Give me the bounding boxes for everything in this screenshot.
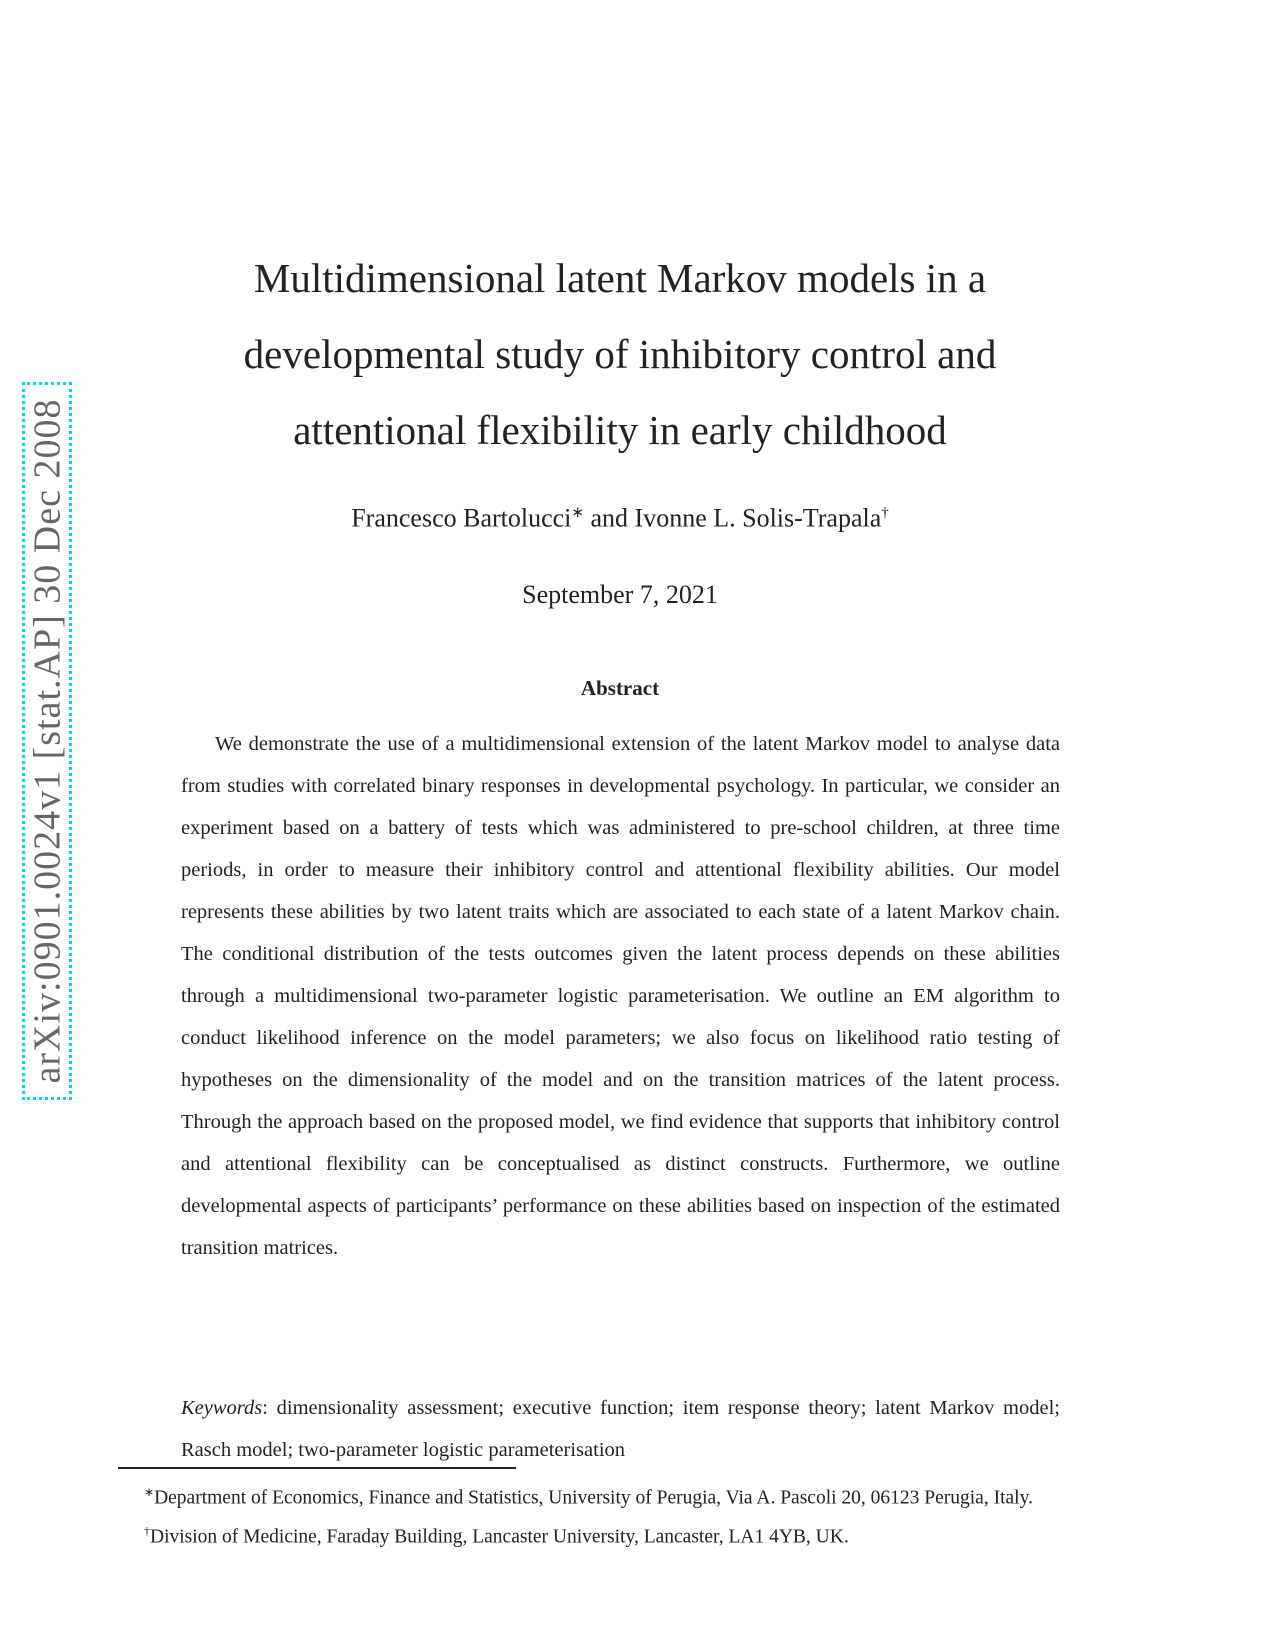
footnote [118, 1515, 1118, 1554]
keywords [181, 1387, 1060, 1471]
footnote [118, 1476, 1118, 1515]
footnote-text: Division of Medicine, Faraday Building, Lancaster University, Lancaster, LA1 4YB, UK. [150, 1526, 849, 1547]
paper-date: September 7, 2021 [522, 580, 718, 609]
author-list [180, 503, 1060, 534]
footnote-mark: † [144, 1523, 150, 1538]
footnote-divider [118, 1467, 516, 1469]
title-line: Multidimensional latent Markov models in a [253, 255, 987, 301]
keywords-label: Keywords [181, 1397, 263, 1419]
author-name: Ivonne L. Solis-Trapala [634, 503, 882, 533]
abstract-text: We demonstrate the use of a multidimensional extension of the latent Markov model to analyse data from studies with correlated binary responses in developmental psychology. In particular, we consider an experiment based on a battery of tests which was administered to pre-school children, at three time periods, in order to measure their inhibitory control and attentional flexibility abilities. Our model represents these abilities by two latent traits which are associated to each state of a latent Markov chain. The conditional distribution of the tests outcomes given the latent process depends on these abilities through a multidimensional two-parameter logistic parameterisation. We outline an EM algorithm to conduct likelihood inference on the model parameters; we also focus on likelihood ratio testing of hypotheses on the dimensionality of the model and on the transition matrices of the latent process. Through the approach based on the proposed model, we find evidence that supports that inhibitory control and attentional flexibility can be conceptualised as distinct constructs. Furthermore, we outline developmental aspects of participants’ performance on these abilities based on inspection of the estimated transition matrices. [181, 733, 1060, 1259]
footnotes [118, 1476, 1118, 1553]
paper-title [180, 240, 1060, 468]
footnote-mark[interactable]: † [881, 505, 889, 521]
title-line: attentional flexibility in early childhood [293, 407, 947, 453]
arxiv-identifier[interactable]: arXiv:0901.0024v1 [stat.AP] 30 Dec 2008 [26, 398, 69, 1084]
title-line: developmental study of inhibitory control and [243, 331, 997, 377]
keywords-text: : dimensionality assessment; executive function; item response theory; latent Markov model; Rasch model; two-parameter logistic parameterisation [181, 1397, 1060, 1461]
footnote-mark[interactable]: ∗ [571, 505, 584, 521]
author-name: Francesco Bartolucci [351, 503, 572, 533]
footnote-mark: ∗ [144, 1485, 155, 1499]
abstract-heading: Abstract [580, 676, 660, 700]
author-conjunction: and [583, 503, 635, 533]
footnote-text: Department of Economics, Finance and Statistics, University of Perugia, Via A. Pascoli 20, 06123 Perugia, Italy. [154, 1487, 1033, 1509]
arxiv-identifier-box[interactable] [22, 382, 72, 1100]
